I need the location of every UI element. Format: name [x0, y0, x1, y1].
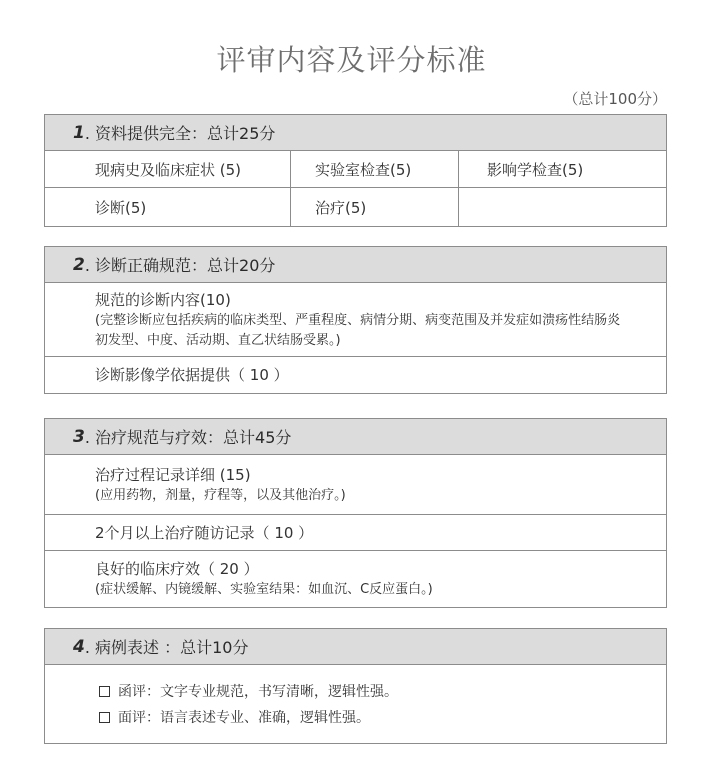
criteria-row [45, 357, 666, 393]
section-treatment [44, 418, 667, 608]
checklist-item [99, 678, 666, 704]
section-presentation [44, 628, 667, 744]
section-number: 2 [73, 254, 85, 275]
criteria-cell: 现病史及临床症状 (5) [45, 151, 291, 188]
criteria-main: 诊断影像学依据提供（ 10 ） [95, 366, 289, 384]
criteria-note: (应用药物，剂量，疗程等，以及其他治疗。) [95, 487, 346, 503]
criteria-row [45, 283, 666, 357]
section-header [45, 419, 666, 455]
criteria-note: (症状缓解、内镜缓解、实验室结果：如血沉、C反应蛋白。) [95, 582, 433, 597]
section-number: 1 [73, 122, 85, 143]
criteria-cell: 治疗(5) [291, 188, 459, 226]
criteria-main: 2个月以上治疗随访记录（ 10 ） [95, 523, 314, 542]
page-title: 评审内容及评分标准 [216, 43, 487, 77]
section-materials [44, 114, 667, 227]
section-header [45, 115, 666, 151]
criteria-main: 规范的诊断内容(10) [95, 290, 231, 309]
criteria-note: (完整诊断应包括疾病的临床类型、严重程度、病情分期、病变范围及并发症如溃疡性结肠炎初发型、中度、活动期、直乙状结肠受累。) [95, 312, 621, 348]
checkbox-icon [99, 686, 110, 697]
checklist [45, 665, 666, 743]
section-header [45, 629, 666, 665]
section-number: 3 [73, 426, 85, 447]
criteria-cell [459, 188, 666, 226]
criteria-row [45, 551, 666, 607]
section-label: . 病例表述 ：总计10分 [84, 638, 249, 657]
section-label: . 诊断正确规范：总计20分 [84, 256, 276, 275]
criteria-row [45, 515, 666, 551]
checklist-item [99, 704, 666, 730]
criteria-grid [45, 151, 666, 226]
total-score: （总计100分） [563, 90, 667, 108]
section-number: 4 [73, 636, 85, 657]
criteria-cell: 影响学检查(5) [459, 151, 666, 188]
section-label: . 资料提供完全：总计25分 [84, 124, 276, 143]
checklist-label: 面评：语言表述专业、准确，逻辑性强。 [118, 710, 370, 726]
checkbox-icon [99, 712, 110, 723]
criteria-row [45, 455, 666, 515]
criteria-cell: 诊断(5) [45, 188, 291, 226]
criteria-main: 良好的临床疗效（ 20 ） [95, 560, 259, 578]
criteria-main: 治疗过程记录详细 (15) [95, 465, 251, 484]
section-diagnosis [44, 246, 667, 394]
checklist-label: 函评：文字专业规范，书写清晰，逻辑性强。 [118, 684, 398, 700]
section-label: . 治疗规范与疗效：总计45分 [84, 428, 292, 447]
criteria-cell: 实验室检查(5) [291, 151, 459, 188]
section-header [45, 247, 666, 283]
